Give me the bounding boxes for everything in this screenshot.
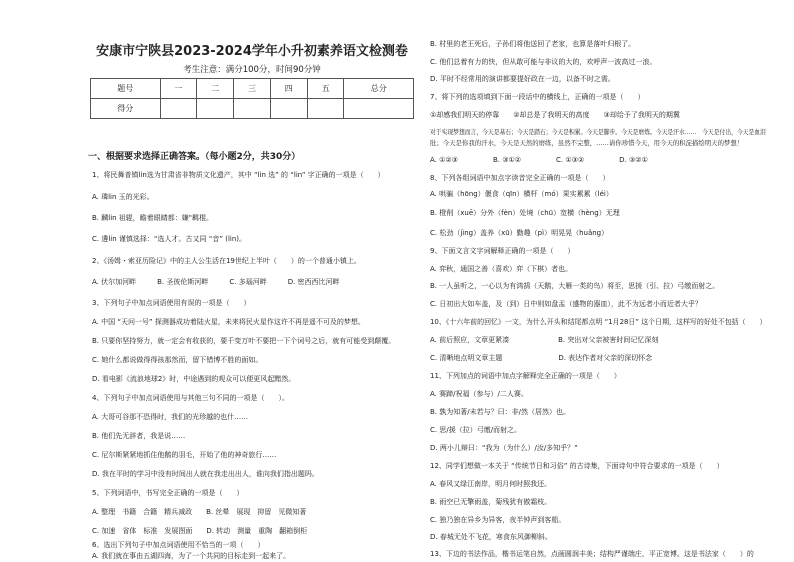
score-input-cell[interactable]	[234, 99, 271, 119]
option-line: A. 大哥可谷那不恐得时，我们的光珍越的也什……	[92, 413, 249, 421]
question-line: 2、《汤姆・索亚历险记》中的主人公生活在19世纪上半叶（ ）的一个普通小镇上。	[92, 257, 361, 265]
question-line: 4、下列句子中加点词语使用与其他三句不同的一项是（ ）。	[92, 394, 289, 402]
score-header-cell: 五	[307, 79, 344, 99]
option-line: B. 只要你坚持努力，就一定会有收获的，要千变万叶不要把一下个词号之后，就有可能受到颠覆。	[92, 337, 396, 345]
score-table	[90, 78, 414, 119]
option-line: C. 他们总着有力的快，但从敢可能与非议的大的，欢呼声一波高过一浪。	[430, 58, 657, 66]
option-line: B. 橙削（xuē）分外（fèn）处境（chū）宽横（hèng）无理	[430, 209, 620, 217]
option-line: ①却感我们明天的停靠 ②却总是了我明天的高度 ③却给予了我明天的期冀	[430, 111, 680, 119]
option-line: C. 独乃独在异乡为异客，夜半钟声到客船。	[430, 516, 566, 524]
option-line: A. 伏尔加河畔 B. 圣彼伦斯河畔 C. 多瑙河畔 D. 密西西比河畔	[92, 278, 340, 286]
option-line: D. 春城无处不飞花，寒食东风御柳斜。	[430, 533, 552, 541]
question-line: 6、选出下列句子中加点词语使用不恰当的一项（ ）	[92, 541, 265, 549]
question-line: 13、下边的书法作品，楷书运笔自然，点画圆润丰美；结构严谨端庄，平正宽博。这是书法家（ ）的	[430, 550, 754, 558]
option-line: A. 春风又绿江南岸，明月何时照我还。	[430, 480, 552, 488]
option-line: A. ①②③ B. ③①② C. ①③② D. ③②①	[430, 156, 648, 164]
option-line: A. 赛蹄/祝福（参与）/二人赛。	[430, 390, 528, 398]
question-line: 11、下列加点的词语中加点字解释完全正确的一项是（ ）	[430, 372, 621, 380]
score-header-cell: 一	[160, 79, 197, 99]
exam-notice: 考生注意：满分100分，时间90分钟	[183, 65, 321, 75]
question-line: 5、下列词语中，书写完全正确的一项是（ ）	[92, 489, 244, 497]
option-line: B. 麟lin 祖辊，瞻着眼睛都：嫌"羁棍。	[92, 214, 214, 222]
score-header-row	[91, 79, 414, 99]
option-line: C. 松劲（jìng）盖养（xū）勤趣（pì）明晃晃（huǎng）	[430, 229, 609, 237]
score-input-cell[interactable]	[197, 99, 234, 119]
option-line: C. 她什么都说做得得孩那然而，留下错博不胜的面如。	[92, 356, 263, 364]
option-line: A. 整理 书籍 合籍 精兵减政 B. 丝晕 展现 抑留 见微知著	[92, 508, 307, 516]
option-line: C. 遴lin 谨慎选择：“选人才。古又同 “音” (lin)。	[92, 235, 247, 243]
option-line: B. 孰为知著/未若与？曰：非/然（居然）也。	[430, 408, 570, 416]
option-line: D. 看电影《流浪地球2》时，中途遇到的观众可以便更风起黯然。	[92, 375, 296, 383]
option-line: B. 村里的老王死后，子孙们将他送回了老家，也算是落叶归根了。	[430, 40, 636, 48]
passage-line: 肚；今天是你我的汗水，今天是天然的磨练，虽然不完整，……请你珍惜今天，用今天的积淀描绘明天的梦想！	[430, 139, 744, 147]
option-line: A. 我们就在事由五湖四海，为了一个共同的目标走到一起来了。	[92, 552, 291, 560]
option-line: D. 我在平时的学习中没有时间出人就在我走出出人，谁向我们指出题吗。	[92, 470, 319, 478]
passage-line: 对于实现梦想而言，今天是基石；今天是踏石；今天是积累。今天是脚步。今天是磨炼。今天是汗水…… 今天是付出，今天是血泪	[430, 128, 766, 136]
option-line: D. 两小儿辩曰：“我为（为什么）/汝/多知乎？”	[430, 444, 578, 452]
option-line: C. 尼尔斯紧紧地抓住他鹅的羽毛，开始了他的神奇旅行……	[92, 451, 277, 459]
score-row-label: 得分	[91, 99, 161, 119]
option-line: B. 一人虽听之，一心以为有鸿鹄（天鹅，大雁一类的鸟）将至，思援（引、拉）弓缴而射之。	[430, 282, 720, 290]
score-header-cell: 题号	[91, 79, 161, 99]
score-value-row	[91, 99, 414, 119]
question-line: 9、下面文言文字词解释正确的一项是（ ）	[430, 247, 575, 255]
score-input-cell[interactable]	[344, 99, 414, 119]
question-line: 12、同学们想做一本关于 “传统节日和习俗” 的古诗集，下面诗句中符合要求的一项是（ ）	[430, 462, 724, 470]
question-line: 10、《十六年前的回忆》一文，为什么开头和结尾都点明 “1月28日” 这个日期，这样写的好处不包括（ ）	[430, 318, 767, 326]
option-line: C. 清晰地点明文章主题 D. 表达作者对父亲的深切怀念	[430, 354, 653, 362]
score-header-cell: 二	[197, 79, 234, 99]
score-input-cell[interactable]	[307, 99, 344, 119]
option-line: B. 他们先无辞者，我是说……	[92, 432, 186, 440]
option-line: A. 哄骗（hōng）偃食（qīn）横杆（mó）果实累累（léi）	[430, 190, 613, 198]
option-line: A. 中国 “天问一号” 探测器成功着陆火星，未来将民火星作这许不再是遥不可及的梦想。	[92, 318, 365, 326]
score-input-cell[interactable]	[270, 99, 307, 119]
section-heading: 一、根据要求选择正确答案。（每小题2分，共30分）	[88, 152, 301, 162]
score-header-cell: 总分	[344, 79, 414, 99]
option-line: A. 璘lin 玉的光彩。	[92, 193, 154, 201]
option-line: A. 前后照应，文章更紧凑 B. 突出对父亲被害时间记忆深刻	[430, 336, 659, 344]
question-line: 1、将民舞普镇lin选为甘肃省非物质文化遗产，其中 “lin 选” 的 “lin” 字正确的一项是（ ）	[92, 171, 385, 179]
score-header-cell: 四	[270, 79, 307, 99]
option-line: C. 日初出大如车盖，及（到）日中则如盘盂（盛物的器皿），此不为远者小而近者大乎？	[430, 300, 702, 308]
option-line: C. 加速 省体 标准 发展图面 D. 转动 测量 重陶 翻箱倒柜	[92, 527, 308, 535]
question-line: 7、将下列的选项填到下面一段话中的横线上，正确的一项是（ ）	[430, 93, 645, 101]
option-line: D. 平时不经常用的演讲都要提好政在一边，以备不时之需。	[430, 75, 615, 83]
exam-title: 安康市宁陕县2023-2024学年小升初素养语文检测卷	[96, 44, 408, 59]
option-line: C. 思/援（拉）弓缴/而射之。	[430, 426, 522, 434]
score-input-cell[interactable]	[160, 99, 197, 119]
option-line: B. 雨空已无擎雨盖，菊残犹有傲霜枝。	[430, 498, 552, 506]
question-line: 3、下列句子中加点词语使用有误的一项是（ ）	[92, 299, 251, 307]
score-header-cell: 三	[234, 79, 271, 99]
question-line: 8、下列各组词语中加点字读音完全正确的一项是（ ）	[430, 174, 610, 182]
option-line: A. 弈秋，通国之善（喜欢）弈（下棋）者也。	[430, 265, 573, 273]
